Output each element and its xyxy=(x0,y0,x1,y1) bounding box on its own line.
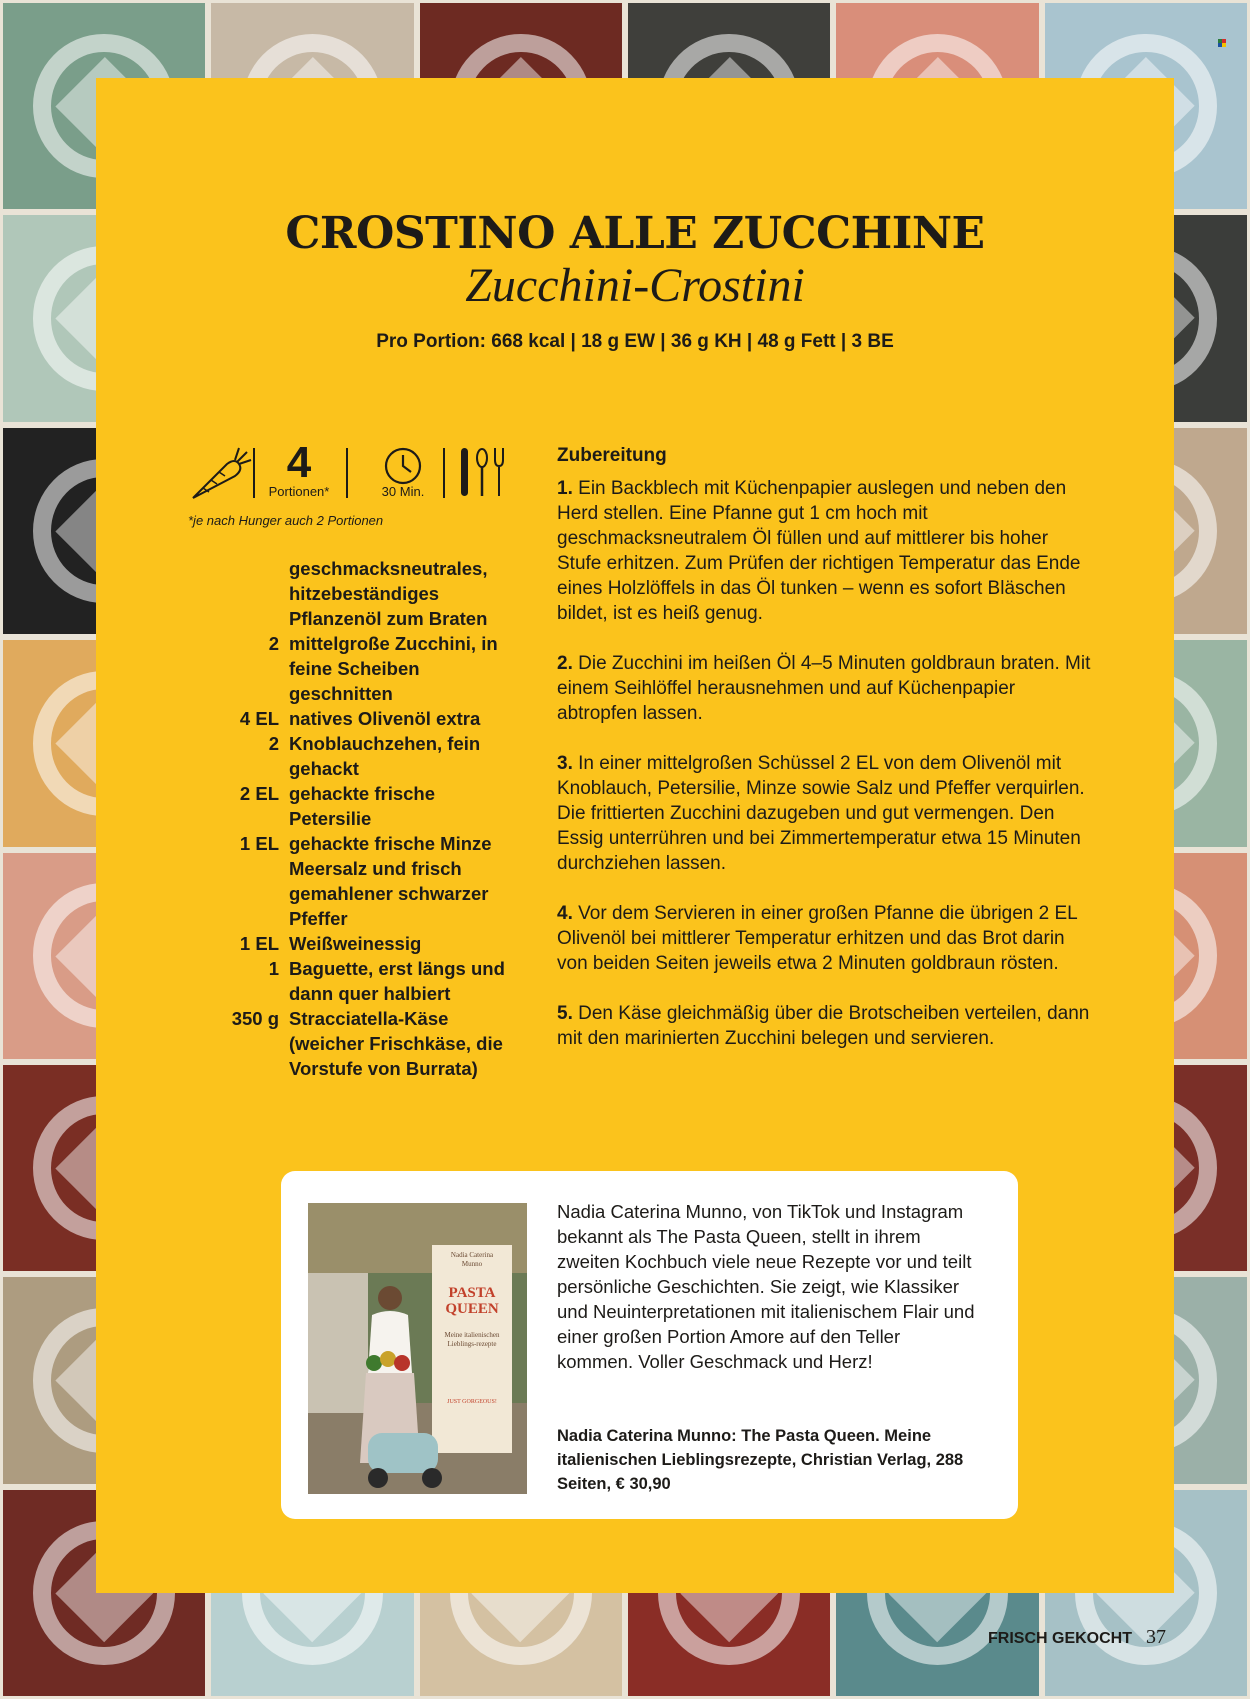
step-number: 4. xyxy=(557,903,573,924)
page-number: 37 xyxy=(1146,1626,1166,1648)
ingredient-row xyxy=(196,956,616,1006)
preparation-step xyxy=(557,1001,1097,1051)
ingredient-amount xyxy=(196,856,289,931)
ingredient-text: Knoblauchzehen, fein gehackt xyxy=(289,733,481,779)
ingredient-amount: 2 EL xyxy=(239,783,279,804)
ingredient-text: Stracciatella-Käse (weicher Frischkäse, die Vorstufe von Burrata) xyxy=(289,1008,503,1079)
step-number: 2. xyxy=(557,653,573,674)
preparation-step xyxy=(557,651,1097,726)
carrot-icon xyxy=(189,446,253,502)
portions-count: 4 xyxy=(286,438,312,487)
magazine-name: FRISCH GEKOCHT xyxy=(988,1630,1132,1647)
ingredient-list xyxy=(196,556,616,1081)
step-text: Den Käse gleichmäßig über die Brotscheiben verteilen, dann mit den marinierten Zucchini belegen und servieren. xyxy=(557,1003,1090,1049)
page-footer xyxy=(988,1626,1166,1649)
ingredient-text: geschmacksneutrales, hitzebeständiges Pflanzenöl zum Braten xyxy=(289,558,488,629)
cover-subtitle: Meine italienischen Lieblings-rezepte xyxy=(444,1331,500,1348)
cover-title: PASTA QUEEN xyxy=(445,1285,499,1317)
ingredient-row xyxy=(196,931,616,956)
step-number: 1. xyxy=(557,478,573,499)
ingredient-row xyxy=(196,831,616,856)
step-text: Ein Backblech mit Küchenpapier auslegen und neben den Herd stellen. Eine Pfanne gut 1 cm hoch mit geschmacksneutralem Öl füllen und auf mittlerer bis hoher Stufe erhitzen. Zum Prüfen der richtigen Temperatur das Ende eines Holzlöffels in das Öl tunken – wenn es sofort Bläschen bildet, ist es heiß genug. xyxy=(557,478,1081,624)
time-label: 30 Min. xyxy=(381,484,425,499)
ingredient-text: gehackte frische Petersilie xyxy=(289,783,436,829)
divider xyxy=(443,448,445,498)
ingredient-amount: 2 xyxy=(268,733,279,754)
ingredient-amount xyxy=(196,556,289,631)
ingredient-amount: 1 EL xyxy=(239,933,279,954)
cover-author: Nadia Caterina Munno xyxy=(450,1251,494,1268)
ingredient-row xyxy=(196,631,616,706)
ingredient-text: mittelgroße Zucchini, in feine Scheiben geschnitten xyxy=(289,633,498,704)
divider xyxy=(253,448,255,498)
clock-icon xyxy=(383,446,423,486)
recipe-subtitle: Zucchini-Crostini xyxy=(465,259,805,312)
cutlery-icon xyxy=(455,446,511,498)
preparation-step xyxy=(557,751,1097,876)
portions-label: Portionen* xyxy=(268,484,330,499)
cover-tag: JUST GORGEOUS! xyxy=(447,1399,497,1405)
step-number: 5. xyxy=(557,1003,573,1024)
book-box xyxy=(281,1171,1018,1519)
ingredient-row xyxy=(196,731,616,781)
portions-footnote: *je nach Hunger auch 2 Portionen xyxy=(188,513,384,528)
nutrition-info: Pro Portion: 668 kcal | 18 g EW | 36 g KH | 48 g Fett | 3 BE xyxy=(376,331,894,352)
book-description: Nadia Caterina Munno, von TikTok und Instagram bekannt als The Pasta Queen, stellt in ihrem zweiten Kochbuch viele neue Rezepte vor und teilt persönliche Geschichten. Sie zeigt, wie Klassiker und Neuinterpretationen mit italienischem Flair und einer großen Portion Amore auf den Teller kommen. Voller Geschmack und Herz! xyxy=(557,1201,975,1372)
ingredient-text: gehackte frische Minze xyxy=(289,833,492,854)
preparation-title: Zubereitung xyxy=(557,445,667,466)
ingredient-amount: 4 EL xyxy=(239,708,279,729)
preparation-step xyxy=(557,476,1097,626)
ingredient-row xyxy=(196,1006,616,1081)
step-text: In einer mittelgroßen Schüssel 2 EL von dem Olivenöl mit Knoblauch, Petersilie, Minze sowie Salz und Pfeffer verquirlen. Die frittierten Zucchini dazugeben und gut vermengen. Den Essig unterrühren und bei Zimmertemperatur etwa 15 Minuten durchziehen lassen. xyxy=(557,753,1085,874)
ingredient-row xyxy=(196,556,616,631)
step-number: 3. xyxy=(557,753,573,774)
logo-icon xyxy=(1218,34,1226,42)
recipe-meta xyxy=(189,438,519,506)
ingredient-text: Weißweinessig xyxy=(289,933,422,954)
ingredient-row xyxy=(196,706,616,731)
ingredient-row xyxy=(196,856,616,931)
ingredient-text: Baguette, erst längs und dann quer halbiert xyxy=(289,958,505,1004)
recipe-title: CROSTINO ALLE ZUCCHINE xyxy=(285,208,985,259)
ingredient-amount: 350 g xyxy=(231,1008,279,1029)
ingredient-amount: 2 xyxy=(268,633,279,654)
ingredient-text: natives Olivenöl extra xyxy=(289,708,481,729)
book-reference: Nadia Caterina Munno: The Pasta Queen. Meine italienischen Lieblingsrezepte, Christian Verlag, 288 Seiten, € 30,90 xyxy=(557,1427,964,1493)
step-text: Vor dem Servieren in einer großen Pfanne die übrigen 2 EL Olivenöl bei mittlerer Temperatur erhitzen und das Brot darin von beiden Seiten jeweils etwa 2 Minuten goldbraun rösten. xyxy=(557,903,1078,974)
preparation-section xyxy=(557,443,1097,1076)
preparation-step xyxy=(557,901,1097,976)
ingredient-row xyxy=(196,781,616,831)
ingredient-amount: 1 xyxy=(268,958,279,979)
step-text: Die Zucchini im heißen Öl 4–5 Minuten goldbraun braten. Mit einem Seihlöffel herausnehmen und auf Küchenpapier abtropfen lassen. xyxy=(557,653,1091,724)
ingredient-amount: 1 EL xyxy=(239,833,279,854)
recipe-panel xyxy=(96,78,1174,1593)
ingredient-text: Meersalz und frisch gemahlener schwarzer Pfeffer xyxy=(289,858,489,929)
divider xyxy=(346,448,348,498)
book-cover-image xyxy=(308,1203,527,1494)
